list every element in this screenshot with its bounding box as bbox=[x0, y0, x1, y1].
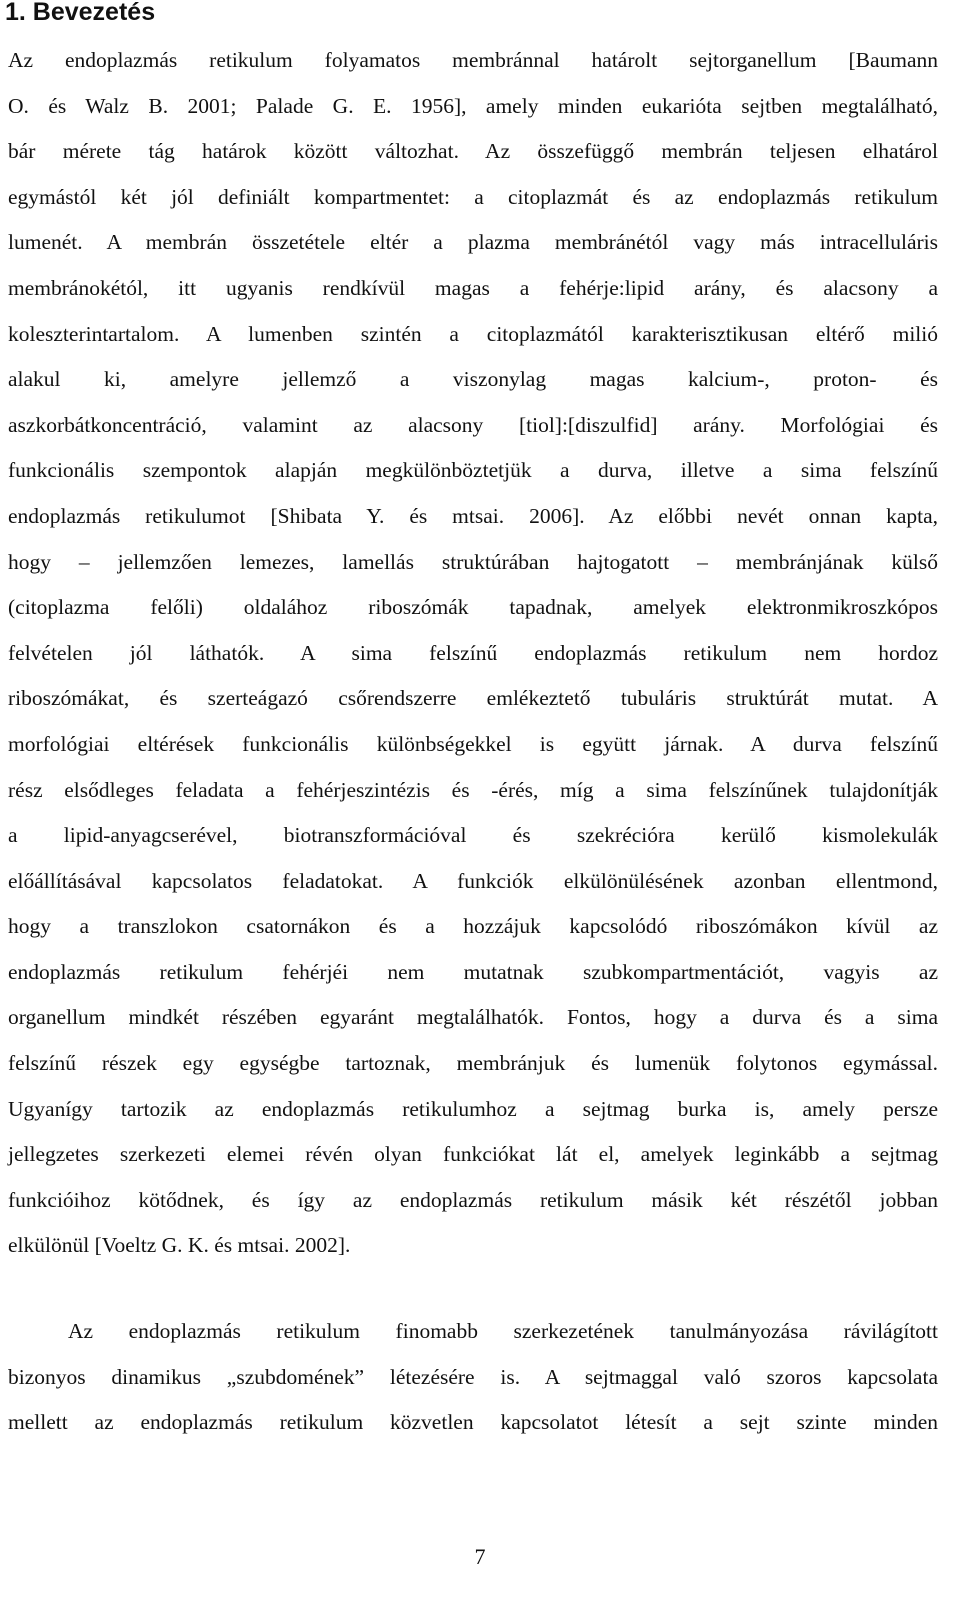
text-line: Ugyanígy tartozik az endoplazmás retikulumhoz a sejtmag burka is, amely persze bbox=[8, 1096, 938, 1121]
text-line: riboszómákat, és szerteágazó csőrendszerre emlékeztető tubuláris struktúrát mutat. A bbox=[8, 686, 938, 711]
text-line: funkcióihoz kötődnek, és így az endoplazmás retikulum másik két részétől jobban bbox=[8, 1187, 938, 1212]
text-line: O. és Walz B. 2001; Palade G. E. 1956], amely minden eukarióta sejtben megtalálható, bbox=[8, 93, 938, 118]
text-line: előállításával kapcsolatos feladatokat. A funkciók elkülönülésének azonban ellentmond, bbox=[8, 868, 938, 893]
paragraph bbox=[8, 38, 938, 1269]
text-line: (citoplazma felőli) oldalához riboszómák tapadnak, amelyek elektronmikroszkópos bbox=[8, 595, 938, 620]
text-line: hogy a transzlokon csatornákon és a hozzájuk kapcsolódó riboszómákon kívül az bbox=[8, 914, 938, 939]
text-line: felszínű részek egy egységbe tartoznak, membránjuk és lumenük folytonos egymással. bbox=[8, 1051, 938, 1076]
text-line: lumenét. A membrán összetétele eltér a plazma membránétól vagy más intracelluláris bbox=[8, 230, 938, 255]
text-line: jellegzetes szerkezeti elemei révén olyan funkciókat lát el, amelyek leginkább a sejtmag bbox=[8, 1142, 938, 1167]
text-line: bár mérete tág határok között változhat. Az összefüggő membrán teljesen elhatárol bbox=[8, 139, 938, 164]
text-line: endoplazmás retikulumot [Shibata Y. és mtsai. 2006]. Az előbbi nevét onnan kapta, bbox=[8, 503, 938, 528]
text-line: hogy – jellemzően lemezes, lamellás struktúrában hajtogatott – membránjának külső bbox=[8, 549, 938, 574]
text-line: Az endoplazmás retikulum folyamatos membránnal határolt sejtorganellum [Baumann bbox=[8, 48, 938, 72]
text-line: endoplazmás retikulum fehérjéi nem mutatnak szubkompartmentációt, vagyis az bbox=[8, 959, 938, 984]
text-line: alakul ki, amelyre jellemző a viszonylag magas kalcium-, proton- és bbox=[8, 367, 938, 392]
text-line: koleszterintartalom. A lumenben szintén a citoplazmától karakterisztikusan eltérő milió bbox=[8, 321, 938, 346]
text-line: bizonyos dinamikus „szubdomének” létezésére is. A sejtmaggal való szoros kapcsolata bbox=[8, 1364, 938, 1389]
paragraph bbox=[8, 1309, 938, 1446]
text-line: organellum mindkét részében egyaránt megtalálhatók. Fontos, hogy a durva és a sima bbox=[8, 1005, 938, 1030]
text-line: a lipid-anyagcserével, biotranszformációval és szekrécióra kerülő kismolekulák bbox=[8, 823, 938, 848]
text-line: aszkorbátkoncentráció, valamint az alacsony [tiol]:[diszulfid] arány. Morfológiai és bbox=[8, 412, 938, 437]
section-heading: 1. Bevezetés bbox=[5, 0, 156, 26]
text-line: felvételen jól láthatók. A sima felszínű endoplazmás retikulum nem hordoz bbox=[8, 640, 938, 665]
text-line: membránokétól, itt ugyanis rendkívül magas a fehérje:lipid arány, és alacsony a bbox=[8, 275, 938, 300]
text-line: morfológiai eltérések funkcionális különbségekkel is együtt járnak. A durva felszínű bbox=[8, 731, 938, 756]
text-line: mellett az endoplazmás retikulum közvetlen kapcsolatot létesít a sejt szinte minden bbox=[8, 1410, 938, 1435]
page-number: 7 bbox=[474, 1544, 486, 1569]
text-line: rész elsődleges feladata a fehérjeszintézis és -érés, míg a sima felszínűnek tulajdonítják bbox=[8, 777, 938, 802]
text-line: funkcionális szempontok alapján megkülönböztetjük a durva, illetve a sima felszínű bbox=[8, 458, 938, 483]
text-line: egymástól két jól definiált kompartmentet: a citoplazmát és az endoplazmás retikulum bbox=[8, 184, 938, 209]
text-line: Az endoplazmás retikulum finomabb szerkezetének tanulmányozása rávilágított bbox=[68, 1319, 938, 1343]
text-line: elkülönül [Voeltz G. K. és mtsai. 2002]. bbox=[8, 1233, 351, 1258]
